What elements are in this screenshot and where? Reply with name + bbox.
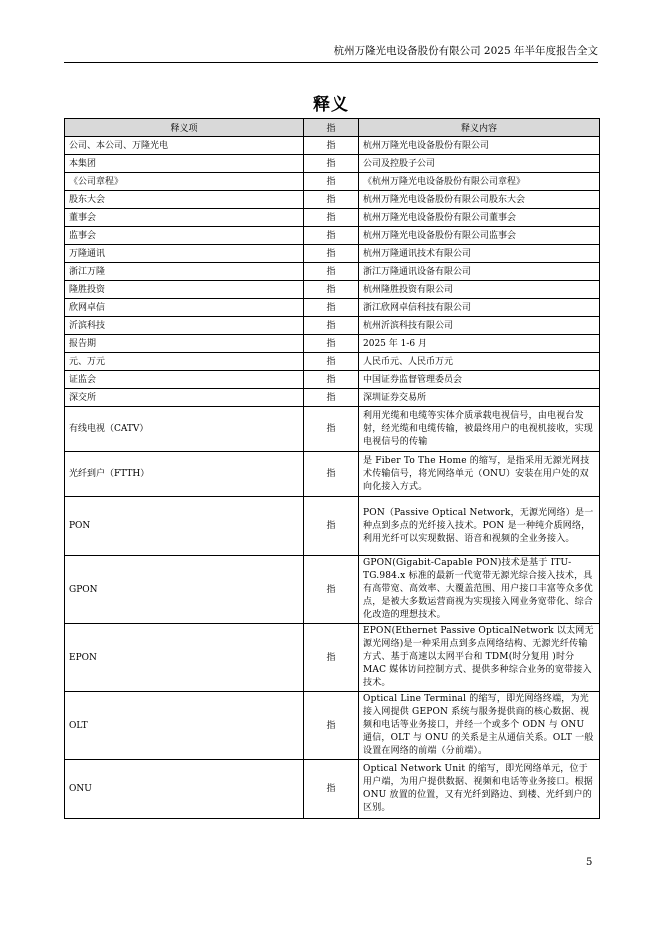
table-row <box>65 191 600 209</box>
definition-cell: 是 Fiber To The Home 的缩写，是指采用无源光网技术传输信号，将光网络单元（ONU）安装在用户处的双向化接入方式。 <box>359 452 600 497</box>
page-header: 杭州万隆光电设备股份有限公司 2025 年半年度报告全文 <box>333 45 598 57</box>
table-header-row <box>65 119 600 137</box>
table-row <box>65 760 600 819</box>
table-row <box>65 371 600 389</box>
mark-cell: 指 <box>304 209 359 227</box>
term-cell: 沂滨科技 <box>65 317 304 335</box>
table-row <box>65 407 600 452</box>
term-cell: EPON <box>65 624 304 692</box>
definition-cell: 浙江欣网卓信科技有限公司 <box>359 299 600 317</box>
term-cell: 公司、本公司、万隆光电 <box>65 137 304 155</box>
definition-cell: GPON(Gigabit-Capable PON)技术是基于 ITU-TG.984.x 标准的最新一代宽带无源光综合接入技术，具有高带宽、高效率、大覆盖范围、用户接口丰富等众多优点，是被大多数运营商视为实现接入网业务宽带化、综合化改造的理想技术。 <box>359 556 600 624</box>
definition-cell: 2025 年 1-6 月 <box>359 335 600 353</box>
mark-cell: 指 <box>304 137 359 155</box>
mark-cell: 指 <box>304 245 359 263</box>
table-row <box>65 389 600 407</box>
term-cell: 浙江万隆 <box>65 263 304 281</box>
term-cell: GPON <box>65 556 304 624</box>
definition-cell: 杭州万隆光电设备股份有限公司股东大会 <box>359 191 600 209</box>
definition-cell: 杭州沂滨科技有限公司 <box>359 317 600 335</box>
mark-cell: 指 <box>304 281 359 299</box>
table-row <box>65 299 600 317</box>
term-cell: ONU <box>65 760 304 819</box>
term-cell: 隆胜投资 <box>65 281 304 299</box>
definition-cell: 深圳证券交易所 <box>359 389 600 407</box>
term-cell: 董事会 <box>65 209 304 227</box>
definition-cell: 杭州万隆光电设备股份有限公司监事会 <box>359 227 600 245</box>
definition-cell: 杭州隆胜投资有限公司 <box>359 281 600 299</box>
definition-cell: 杭州万隆光电设备股份有限公司董事会 <box>359 209 600 227</box>
mark-cell: 指 <box>304 173 359 191</box>
page-number: 5 <box>586 857 593 868</box>
table-row <box>65 335 600 353</box>
definition-cell: Optical Line Terminal 的缩写，即光网络终端，为光接入网提供 GEPON 系统与服务提供商的核心数据、视频和电话等业务接口，并经一个或多个 ODN 与 ONU 通信，OLT 与 ONU 的关系是主从通信关系。OLT 一般设置在网络的前端（分前端）。 <box>359 692 600 760</box>
term-cell: 证监会 <box>65 371 304 389</box>
definition-cell: 中国证券监督管理委员会 <box>359 371 600 389</box>
term-cell: 深交所 <box>65 389 304 407</box>
mark-cell: 指 <box>304 407 359 452</box>
table-row <box>65 209 600 227</box>
definition-cell: PON（Passive Optical Network，无源光网络）是一种点到多点的光纤接入技术。PON 是一种纯介质网络，利用光纤可以实现数据、语音和视频的全业务接入。 <box>359 497 600 556</box>
table-row <box>65 497 600 556</box>
header-definition: 释义内容 <box>359 119 600 137</box>
definition-cell: Optical Network Unit 的缩写，即光网络单元，位于用户端，为用户提供数据、视频和电话等业务接口。根据 ONU 放置的位置，又有光纤到路边、到楼、光纤到户的区别。 <box>359 760 600 819</box>
term-cell: 有线电视（CATV） <box>65 407 304 452</box>
mark-cell: 指 <box>304 155 359 173</box>
definition-cell: 《杭州万隆光电设备股份有限公司章程》 <box>359 173 600 191</box>
table-row <box>65 556 600 624</box>
definitions-table <box>64 118 600 819</box>
mark-cell: 指 <box>304 371 359 389</box>
term-cell: 《公司章程》 <box>65 173 304 191</box>
header-mark: 指 <box>304 119 359 137</box>
mark-cell: 指 <box>304 227 359 245</box>
term-cell: 股东大会 <box>65 191 304 209</box>
definition-cell: 人民币元、人民币万元 <box>359 353 600 371</box>
table-row <box>65 155 600 173</box>
term-cell: 元、万元 <box>65 353 304 371</box>
mark-cell: 指 <box>304 317 359 335</box>
table-row <box>65 692 600 760</box>
mark-cell: 指 <box>304 263 359 281</box>
table-row <box>65 353 600 371</box>
mark-cell: 指 <box>304 353 359 371</box>
term-cell: 监事会 <box>65 227 304 245</box>
term-cell: 万隆通讯 <box>65 245 304 263</box>
header-rule <box>64 62 598 63</box>
table-row <box>65 281 600 299</box>
page-title: 释义 <box>313 95 349 115</box>
header-term: 释义项 <box>65 119 304 137</box>
table-row <box>65 173 600 191</box>
table-row <box>65 263 600 281</box>
mark-cell: 指 <box>304 389 359 407</box>
mark-cell: 指 <box>304 556 359 624</box>
mark-cell: 指 <box>304 692 359 760</box>
table-row <box>65 317 600 335</box>
term-cell: 报告期 <box>65 335 304 353</box>
table-row <box>65 227 600 245</box>
term-cell: 光纤到户（FTTH） <box>65 452 304 497</box>
mark-cell: 指 <box>304 497 359 556</box>
mark-cell: 指 <box>304 452 359 497</box>
table-row <box>65 137 600 155</box>
term-cell: 本集团 <box>65 155 304 173</box>
mark-cell: 指 <box>304 760 359 819</box>
mark-cell: 指 <box>304 335 359 353</box>
mark-cell: 指 <box>304 624 359 692</box>
definition-cell: 浙江万隆通讯设备有限公司 <box>359 263 600 281</box>
mark-cell: 指 <box>304 299 359 317</box>
term-cell: OLT <box>65 692 304 760</box>
definition-cell: 利用光缆和电缆等实体介质承载电视信号，由电视台发射，经光缆和电缆传输，被最终用户的电视机接收，实现电视信号的传输 <box>359 407 600 452</box>
table-row <box>65 624 600 692</box>
definition-cell: 杭州万隆光电设备股份有限公司 <box>359 137 600 155</box>
table-row <box>65 245 600 263</box>
table-row <box>65 452 600 497</box>
definition-cell: EPON(Ethernet Passive OpticalNetwork 以太网无源光网络)是一种采用点到多点网络结构、无源光纤传输方式、基于高速以太网平台和 TDM(时分复用 )时分 MAC 媒体访问控制方式、提供多种综合业务的宽带接入技术。 <box>359 624 600 692</box>
term-cell: PON <box>65 497 304 556</box>
term-cell: 欣网卓信 <box>65 299 304 317</box>
mark-cell: 指 <box>304 191 359 209</box>
definition-cell: 杭州万隆通讯技术有限公司 <box>359 245 600 263</box>
definition-cell: 公司及控股子公司 <box>359 155 600 173</box>
